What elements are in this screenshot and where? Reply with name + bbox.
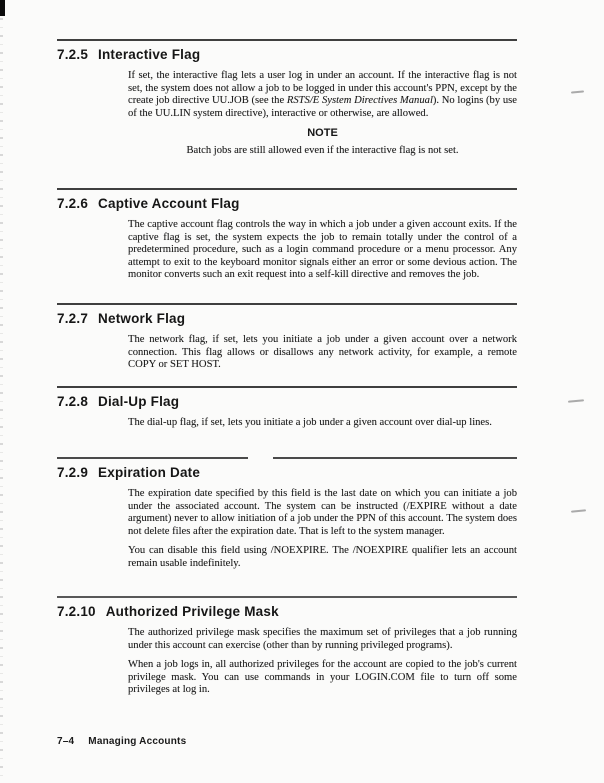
section-divider-rule	[57, 303, 517, 305]
section-number: 7.2.10	[57, 604, 96, 619]
section-divider-rule	[57, 39, 517, 41]
section-divider-rule	[57, 386, 517, 388]
margin-pencil-mark	[571, 90, 584, 93]
paragraph-text: ). No logins (by use of the UU.LIN system directive), interactive or otherwise, are allowed.	[128, 95, 517, 119]
section-heading	[57, 310, 517, 327]
section-title: Expiration Date	[98, 465, 201, 480]
paragraph: You can disable this field using /NOEXPIRE. The /NOEXPIRE qualifier lets an account remain usable indefinitely.	[128, 545, 517, 569]
section-title: Authorized Privilege Mask	[105, 604, 279, 619]
section-expiration-date	[57, 457, 517, 578]
paragraph: The authorized privilege mask specifies the maximum set of privileges that a job running under this account can exercise (other than by running privileged programs).	[128, 627, 517, 651]
section-divider-rule-broken	[57, 457, 517, 459]
section-body	[128, 70, 517, 158]
section-number: 7.2.6	[57, 196, 89, 211]
margin-pencil-mark	[571, 509, 586, 512]
rule-segment	[273, 457, 517, 459]
section-heading	[57, 195, 517, 212]
page-footer	[57, 736, 186, 747]
section-network-flag	[57, 303, 517, 379]
footer-chapter-title: Managing Accounts	[88, 736, 187, 747]
note-label: NOTE	[307, 127, 338, 140]
section-captive-account-flag	[57, 188, 517, 289]
scan-edge-noise	[0, 18, 3, 778]
section-title: Dial-Up Flag	[98, 394, 180, 409]
note-text: Batch jobs are still allowed even if the interactive flag is not set.	[186, 145, 459, 157]
section-heading	[57, 46, 517, 63]
paragraph: When a job logs in, all authorized privileges for the account are copied to the job's current privilege mask. You can use commands in your LOGIN.COM file to turn off some privileges at log in.	[128, 659, 517, 696]
paragraph: The dial-up flag, if set, lets you initiate a job under a given account over dial-up lines.	[128, 417, 492, 428]
section-body	[128, 488, 517, 571]
paragraph: The network flag, if set, lets you initiate a job under a given account over a network connection. This flag allows or disallows any network activity, for example, a remote COPY or SET HOST.	[128, 334, 517, 371]
section-divider-rule	[57, 188, 517, 190]
footer-page-number: 7–4	[57, 736, 75, 747]
note-block	[128, 127, 517, 158]
section-body	[128, 219, 517, 282]
section-heading	[57, 464, 517, 481]
section-divider-rule	[57, 596, 517, 598]
paragraph-text: If set, the interactive flag lets a user log in under an account. If the interactive flag is not set, the system does not allow a job to be logged in under this account's PPN, except by the create job directive UU.JOB (see the	[128, 70, 517, 107]
paragraph: The expiration date specified by this field is the last date on which you can initiate a job under the associated account. The system can be instructed (/EXPIRE without a date argument) never to allow initiation of a job under the PPN of this account. The system does not delete files after the expiration date. That is left to the system manager.	[128, 488, 517, 537]
section-body	[128, 627, 517, 697]
section-title: Captive Account Flag	[98, 196, 240, 211]
book-title-italic: RSTS/E System Directives Manual	[286, 95, 433, 107]
section-heading	[57, 603, 517, 620]
section-body	[128, 334, 517, 372]
paragraph	[128, 70, 517, 120]
section-number: 7.2.9	[57, 465, 89, 480]
section-number: 7.2.8	[57, 394, 89, 409]
rule-gap	[248, 457, 273, 459]
section-body	[128, 417, 517, 430]
rule-segment	[57, 457, 248, 459]
section-title: Interactive Flag	[98, 47, 201, 62]
section-title: Network Flag	[98, 311, 186, 326]
section-heading	[57, 393, 517, 410]
paragraph: The captive account flag controls the way in which a job under a given account exits. If the captive flag is set, the system expects the job to remain totally under the control of a predetermined procedure, such as a login command procedure or a menu processor. Any attempt to exit to the keyboard monitor signals either an error or some devious action. The monitor converts such an exit request into a self-kill directive and removes the job.	[128, 219, 517, 281]
section-number: 7.2.7	[57, 311, 89, 326]
section-authorized-privilege-mask	[57, 596, 517, 704]
section-number: 7.2.5	[57, 47, 89, 62]
scan-corner-artifact	[0, 0, 5, 16]
section-dial-up-flag	[57, 386, 517, 437]
section-interactive-flag	[57, 39, 517, 158]
margin-pencil-mark	[568, 399, 584, 402]
